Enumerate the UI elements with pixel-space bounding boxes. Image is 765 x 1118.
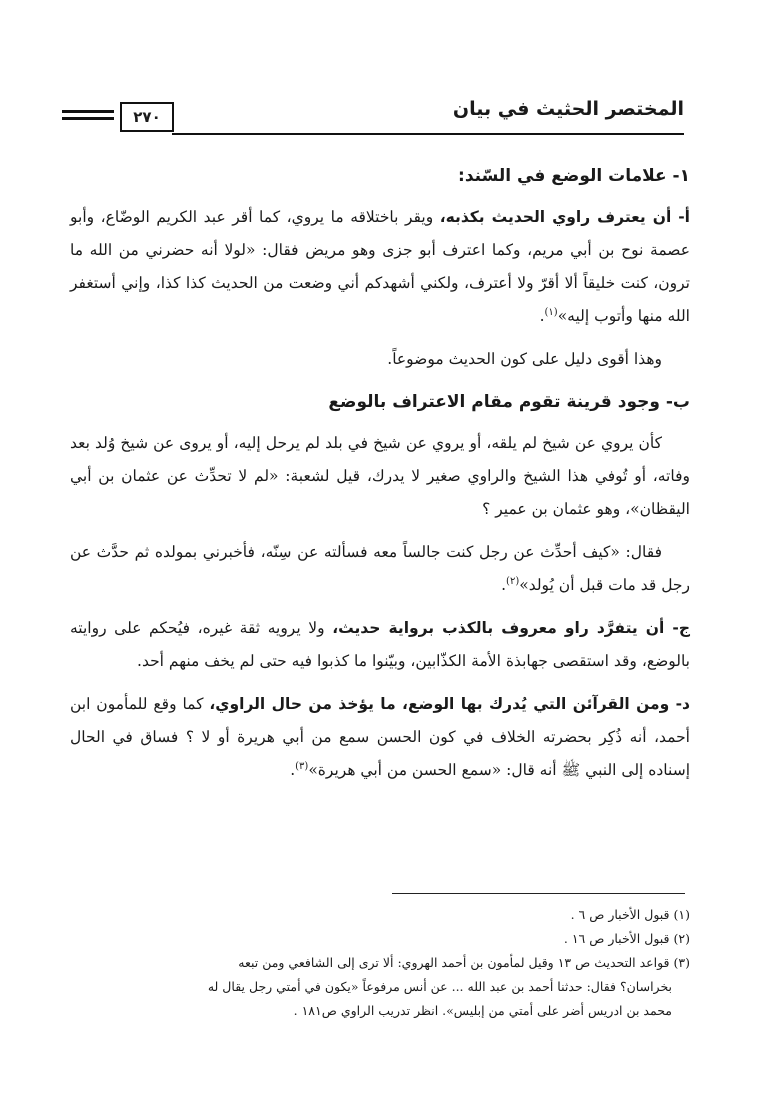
paragraph-d — [70, 688, 690, 787]
item-a-end: . — [539, 307, 545, 325]
item-c-text: ولا يرويه ثقة غيره، فيُحكم على روايته بالوضع، وقد استقصى جهابذة الأمة الكذّابين، وبيّنوا ما كذبوا فيه حتى لم يخف منهم أحد. — [70, 619, 690, 670]
footnotes — [70, 903, 690, 1023]
footnote-3-line-1: (٣) قواعد التحديث ص ١٣ وقيل لمأمون بن أحمد الهروي: ألا ترى إلى الشافعي ومن تبعه — [238, 955, 690, 970]
section-heading: ١- علامات الوضع في السّند: — [458, 166, 690, 186]
page-body — [70, 160, 690, 797]
running-title: المختصر الحثيث في بيان — [452, 98, 684, 120]
page-number: ٢٧٠ — [120, 102, 174, 132]
item-d-text: كما وقع للمأمون ابن أحمد، أنه ذُكِر بحضرته الخلاف في كون الحسن سمع من أبي هريرة أو لا ؟ فساق في الحال إسناده إلى النبي ﷺ أنه قال: «سمع الحسن من أبي هريرة» — [70, 695, 690, 779]
footnote-3-line-2: بخراسان؟ فقال: حدثنا أحمد بن عبد الله ... عن أنس مرفوعاً «يكون في أمتي رجل يقال له — [207, 979, 672, 994]
header-ornament — [62, 110, 114, 124]
paragraph-a-note: وهذا أقوى دليل على كون الحديث موضوعاً. — [387, 350, 662, 368]
paragraph-b: كأن يروي عن شيخ لم يلقه، أو يروي عن شيخ في بلد لم يرحل إليه، أو يروى عن شيخ وُلد بعد وفاته، أو تُوفي هذا الشيخ والراوي صغير لا يدرك، قيل لشعبة: «لم لا تحدِّث عن عثمان بن أبي اليقظان»، وهو عثمان بن عمير ؟ — [70, 434, 690, 518]
page-header — [62, 92, 684, 142]
item-d-end: . — [290, 761, 296, 779]
footnote-ref-1: (١) — [544, 306, 558, 318]
footnote-rule — [392, 893, 685, 894]
footnote-2: (٢) قبول الأخبار ص ١٦ . — [563, 931, 690, 946]
header-rule — [172, 133, 684, 135]
item-c-title: ج- أن يتفرَّد راو معروف بالكذب برواية حديث، — [332, 619, 690, 637]
footnote-ref-2: (٢) — [506, 575, 520, 587]
paragraph-c — [70, 612, 690, 678]
item-b2-end: . — [501, 576, 507, 594]
footnote-3-line-3: محمد بن ادريس أضر على أمتي من إبليس». انظر تدريب الراوي ص١٨١ . — [293, 1003, 672, 1018]
paragraph-a — [70, 201, 690, 333]
footnote-ref-3: (٣) — [295, 760, 309, 772]
item-a-text: ويقر باختلاقه ما يروي، كما أقر عبد الكريم الوضّاع، وأبو عصمة نوح بن أبي مريم، وكما اعترف أبو جزى وهو مريض فقال: «لولا أنه حضرني من الله ما ترون، كنت خليقاً ألا أقرّ ولا أعترف، ولكني أشهدكم أني وضعت من الحديث كذا كذا، وإني أستغفر الله منها وأتوب إليه» — [70, 208, 690, 325]
item-a-title: أ- أن يعترف راوي الحديث بكذبه، — [439, 208, 690, 226]
paragraph-b2 — [70, 536, 690, 602]
item-b2-text: فقال: «كيف أحدِّث عن رجل كنت جالساً معه فسألته عن سِنّه، فأخبرني بمولده ثم حدَّث عن رجل قد مات قبل أن يُولد» — [70, 543, 690, 594]
footnote-1: (١) قبول الأخبار ص ٦ . — [570, 907, 690, 922]
item-d-title: د- ومن القرآئن التي يُدرك بها الوضع، ما يؤخذ من حال الراوي، — [209, 695, 690, 713]
item-b-heading: ب- وجود قرينة تقوم مقام الاعتراف بالوضع — [328, 392, 690, 412]
